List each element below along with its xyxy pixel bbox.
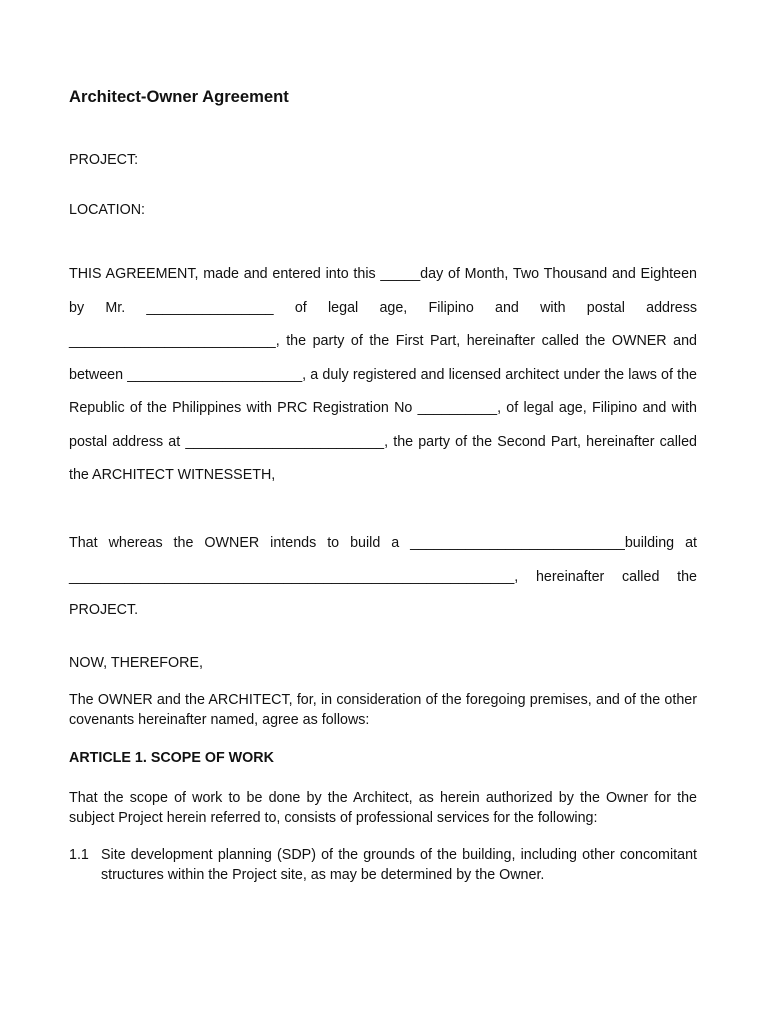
location-label: LOCATION: [69, 202, 145, 218]
list-item-number: 1.1 [69, 847, 89, 863]
list-item-text: Site development planning (SDP) of the grounds of the building, including other concomitant structures within the Project site, as may be determined by the Owner. [101, 847, 697, 883]
project-label: PROJECT: [69, 152, 139, 168]
scope-paragraph: That the scope of work to be done by the Architect, as herein authorized by the Owner for the subject Project herein referred to, consists of professional services for the following: [69, 790, 697, 826]
article-heading: ARTICLE 1. SCOPE OF WORK [69, 750, 274, 766]
covenant-paragraph: The OWNER and the ARCHITECT, for, in consideration of the foregoing premises, and of the other covenants hereinafter named, agree as follows: [69, 692, 697, 728]
whereas-paragraph: That whereas the OWNER intends to build a ___________________________building at ________________________________________________________, hereinafter called the PROJECT. [69, 535, 697, 618]
now-therefore-text: NOW, THEREFORE, [69, 655, 203, 671]
agreement-paragraph: THIS AGREEMENT, made and entered into this _____day of Month, Two Thousand and Eighteen by Mr. ________________ of legal age, Filipino and with postal address __________________________, the party of the First Part, hereinafter called the OWNER and between ______________________, a duly registered and licensed architect under the laws of the Republic of the Philippines with PRC Registration No __________, of legal age, Filipino and with postal address at _________________________, the party of the Second Part, hereinafter called the ARCHITECT WITNESSETH, [69, 266, 697, 483]
document-title: Architect-Owner Agreement [69, 87, 289, 106]
list-item [69, 846, 697, 885]
